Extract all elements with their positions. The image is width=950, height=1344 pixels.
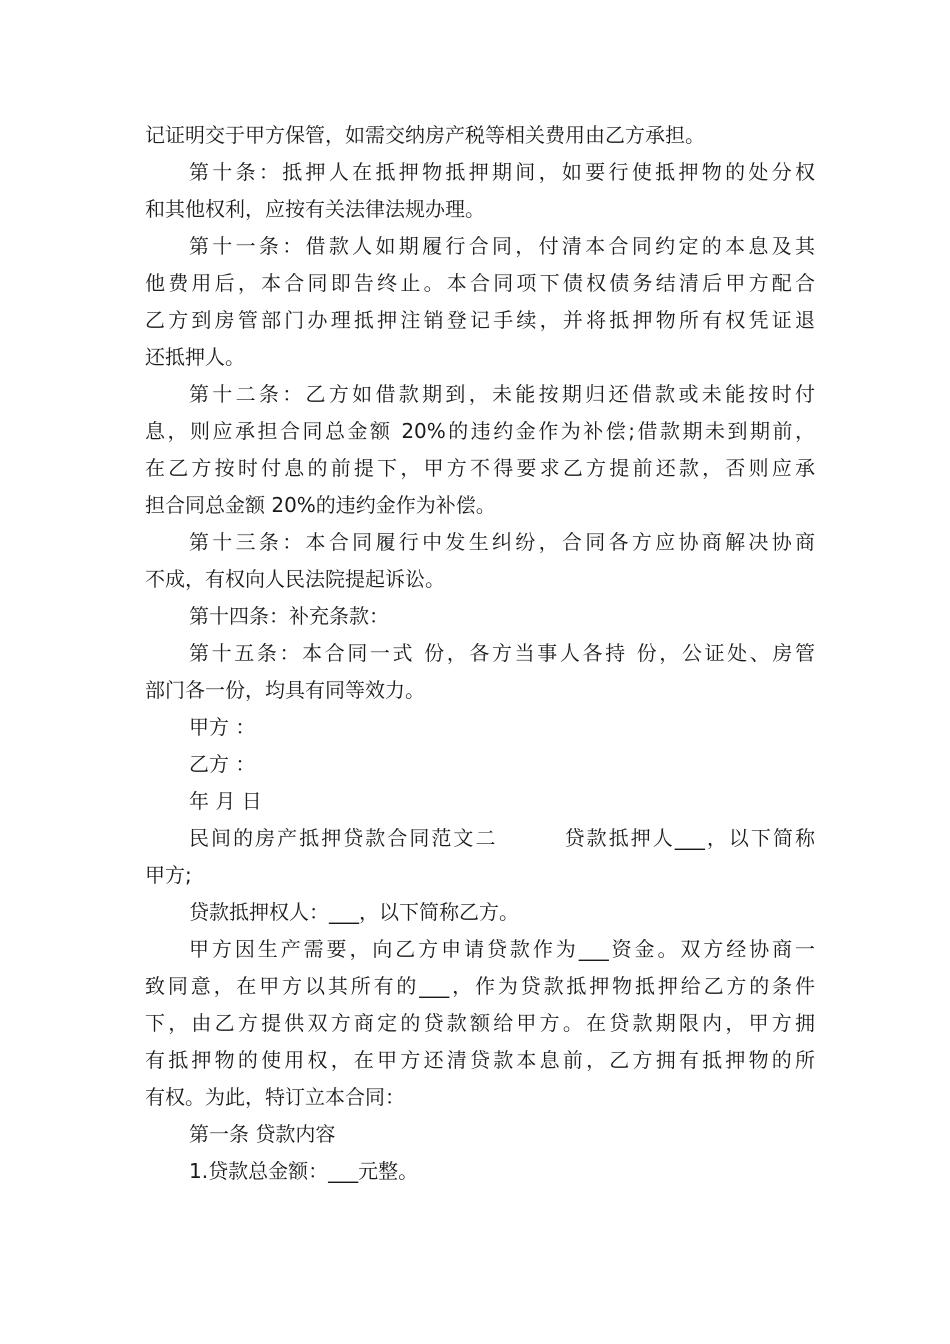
paragraph-line: 甲方; [145,863,192,887]
paragraph-line: 乙方到房管部门办理抵押注销登记手续，并将抵押物所有权凭证退 [145,308,815,332]
paragraph-line: 下，由乙方提供双方商定的贷款额给甲方。在贷款期限内，甲方拥 [145,1011,815,1035]
paragraph-line: 担合同总金额 20%的违约金作为补偿。 [145,493,496,517]
date-line: 年 月 日 [189,789,262,813]
paragraph-line: 有权。为此，特订立本合同： [145,1085,405,1109]
paragraph-line: 还抵押人。 [145,345,245,369]
paragraph-line: 致同意，在甲方以其所有的___，作为贷款抵押物抵押给乙方的条件 [145,974,815,998]
party-a-signature-line: 甲方 ： [189,715,256,739]
article-15-line: 第十五条：本合同一式 份，各方当事人各持 份，公证处、房管 [189,641,815,665]
article-1-heading: 第一条 贷款内容 [189,1122,336,1146]
paragraph-line: 不成，有权向人民法院提起诉讼。 [145,567,445,591]
contract-two-heading-line: 民间的房产抵押贷款合同范文二 贷款抵押人___，以下简称 [189,826,815,850]
loan-amount-line: 1.贷款总金额：___元整。 [189,1159,419,1183]
paragraph-line: 有抵押物的使用权，在甲方还清贷款本息前，乙方拥有抵押物的所 [145,1048,815,1072]
paragraph-line: 在乙方按时付息的前提下，甲方不得要求乙方提前还款，否则应承 [145,456,815,480]
article-10-line: 第十条：抵押人在抵押物抵押期间，如要行使抵押物的处分权 [189,160,815,184]
paragraph-line: 记证明交于甲方保管，如需交纳房产税等相关费用由乙方承担。 [145,123,705,147]
party-b-signature-line: 乙方 ： [189,752,256,776]
paragraph-line: 部门各一份，均具有同等效力。 [145,678,425,702]
article-12-line: 第十二条：乙方如借款期到，未能按期归还借款或未能按时付 [189,382,815,406]
article-11-line: 第十一条：借款人如期履行合同，付清本合同约定的本息及其 [189,234,815,258]
article-14-line: 第十四条：补充条款： [189,604,389,628]
mortgagee-line: 贷款抵押权人：___，以下简称乙方。 [189,900,519,924]
paragraph-line: 甲方因生产需要，向乙方申请贷款作为___资金。双方经协商一 [189,937,815,961]
article-13-line: 第十三条：本合同履行中发生纠纷，合同各方应协商解决协商 [189,530,815,554]
paragraph-line: 他费用后，本合同即告终止。本合同项下债权债务结清后甲方配合 [145,271,815,295]
paragraph-line: 和其他权利，应按有关法律法规办理。 [145,197,485,221]
paragraph-line: 息，则应承担合同总金额 20%的违约金作为补偿;借款期未到期前， [145,419,815,443]
